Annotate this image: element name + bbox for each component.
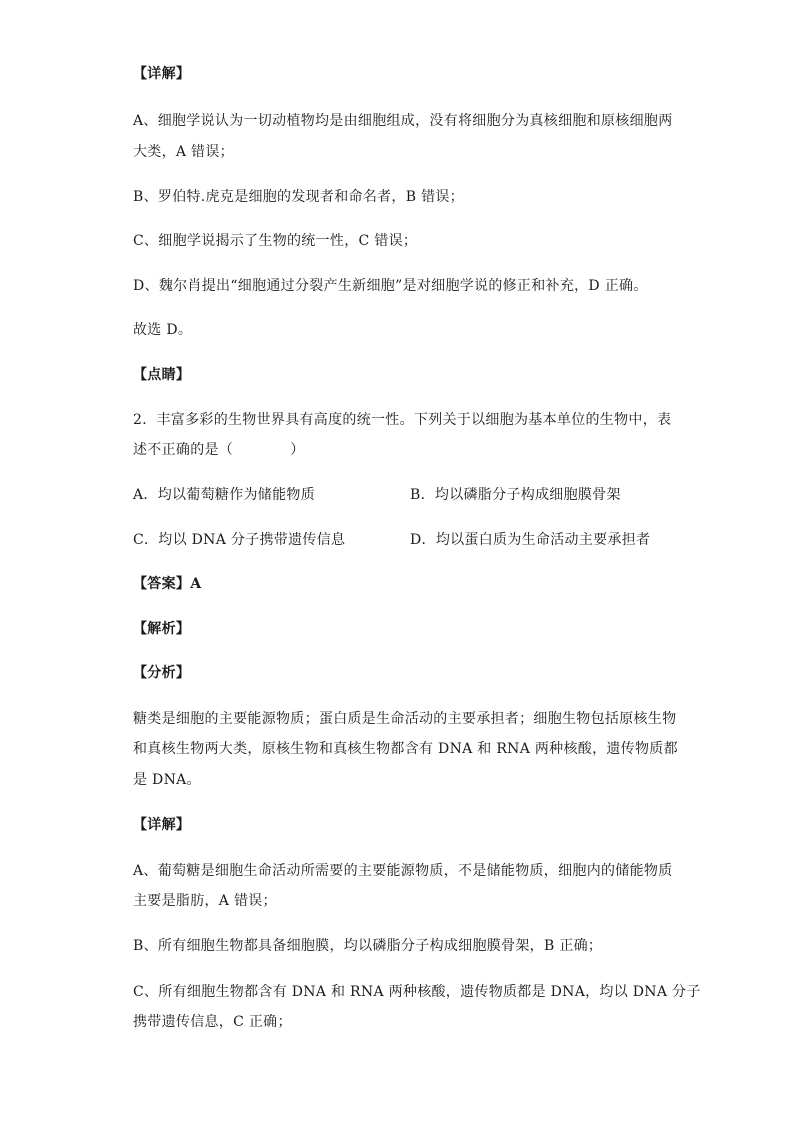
detail-c-line-1: C、所有细胞生物都含有 DNA 和 RNA 两种核酸，遗传物质都是 DNA，均以 DNA 分子 bbox=[133, 984, 701, 1000]
detail-b: B、所有细胞生物都具备细胞膜，均以磷脂分子构成细胞膜骨架，B 正确； bbox=[133, 938, 603, 954]
question-stem-line-2: 述不正确的是（ ） bbox=[133, 442, 305, 458]
comment-heading: 【点睛】 bbox=[133, 367, 191, 383]
question-stem-line-1: 2．丰富多彩的生物世界具有高度的统一性。下列关于以细胞为基本单位的生物中，表 bbox=[133, 412, 672, 428]
explanation-a-line-1: A、细胞学说认为一切动植物均是由细胞组成，没有将细胞分为真核细胞和原核细胞两 bbox=[133, 113, 673, 129]
answer: 【答案】A bbox=[133, 576, 202, 592]
detail-a-line-2: 主要是脂肪，A 错误； bbox=[133, 893, 277, 909]
analysis-heading: 【解析】 bbox=[133, 621, 191, 637]
analysis-line-2: 和真核生物两大类，原核生物和真核生物都含有 DNA 和 RNA 两种核酸，遗传物质都 bbox=[133, 741, 678, 757]
analysis-subheading: 【分析】 bbox=[133, 665, 191, 681]
detail-c-line-2: 携带遗传信息，C 正确； bbox=[133, 1014, 292, 1030]
explanation-b: B、罗伯特.虎克是细胞的发现者和命名者，B 错误； bbox=[133, 189, 464, 205]
detail-heading: 【详解】 bbox=[133, 66, 191, 82]
explanation-c: C、细胞学说揭示了生物的统一性，C 错误； bbox=[133, 233, 418, 249]
option-b: B．均以磷脂分子构成细胞膜骨架 bbox=[410, 487, 621, 503]
conclusion: 故选 D。 bbox=[133, 322, 193, 338]
analysis-line-3: 是 DNA。 bbox=[133, 772, 201, 788]
explanation-d: D、魏尔肖提出“细胞通过分裂产生新细胞”是对细胞学说的修正和补充，D 正确。 bbox=[133, 278, 648, 294]
explanation-a-line-2: 大类，A 错误； bbox=[133, 144, 234, 160]
detail-heading-2: 【详解】 bbox=[133, 817, 191, 833]
detail-a-line-1: A、葡萄糖是细胞生命活动所需要的主要能源物质，不是储能物质，细胞内的储能物质 bbox=[133, 863, 673, 879]
analysis-line-1: 糖类是细胞的主要能源物质；蛋白质是生命活动的主要承担者；细胞生物包括原核生物 bbox=[133, 711, 677, 727]
option-a: A．均以葡萄糖作为储能物质 bbox=[133, 487, 316, 503]
option-d: D．均以蛋白质为生命活动主要承担者 bbox=[410, 532, 651, 548]
option-c: C．均以 DNA 分子携带遗传信息 bbox=[133, 532, 346, 548]
